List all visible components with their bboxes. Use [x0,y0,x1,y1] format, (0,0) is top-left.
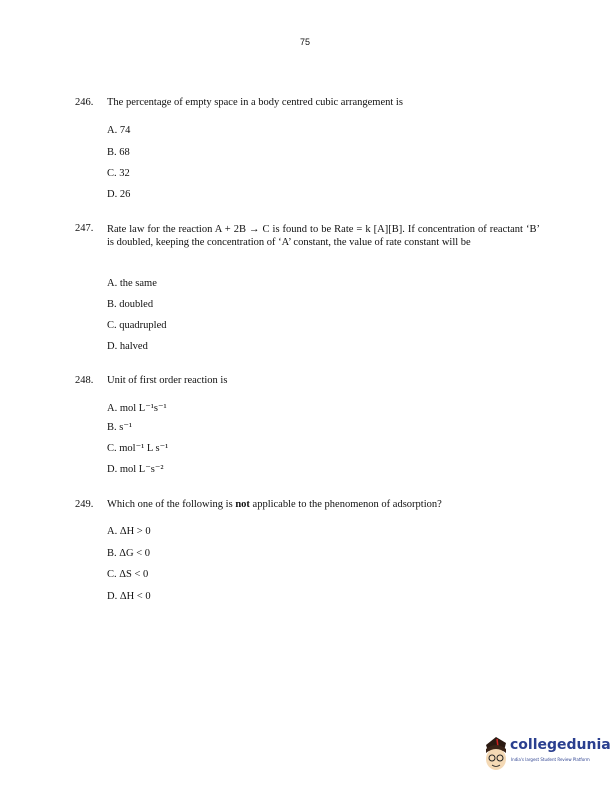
option: B. doubled [107,299,154,310]
text-part: applicable to the phenomenon of adsorption? [249,499,442,510]
option: D. halved [107,341,148,352]
option: C. quadrupled [107,320,167,331]
option: C. ΔS < 0 [107,569,149,580]
option: D. ΔH < 0 [107,591,151,602]
question-text: Rate law for the reaction A + 2B → C is found to be Rate = k [A][B]. If concentration of reactant ‘B’ is doubled, keeping the concentration of ‘A’ constant, the value of rate constant will be [107,224,540,248]
option: D. 26 [107,189,131,200]
option: C. mol⁻¹ L s⁻¹ [107,443,169,454]
option: A. the same [107,278,157,289]
option: B. s⁻¹ [107,422,133,433]
question-text: Unit of first order reaction is [107,375,228,386]
option: A. mol L⁻¹s⁻¹ [107,403,167,414]
option: B. ΔG < 0 [107,548,151,559]
option: A. 74 [107,125,131,136]
option: C. 32 [107,168,130,179]
option: D. mol L⁻s⁻² [107,464,164,475]
question-number: 246. [75,97,94,108]
page-number: 75 [300,37,311,47]
question-text: The percentage of empty space in a body centred cubic arrangement is [107,97,403,108]
collegedunia-logo [482,735,611,775]
option: A. ΔH > 0 [107,526,151,537]
mascot-icon [482,735,510,773]
question-number: 248. [75,375,94,386]
question-number: 247. [75,223,94,234]
logo-wordmark: collegedunia [510,737,611,753]
question-text [107,499,442,511]
logo-tagline: India's largest Student Review Platform [511,757,590,762]
question-number: 249. [75,499,94,510]
option: B. 68 [107,147,130,158]
text-part: Which one of the following is [107,499,236,510]
emphasis-not: not [235,499,250,510]
